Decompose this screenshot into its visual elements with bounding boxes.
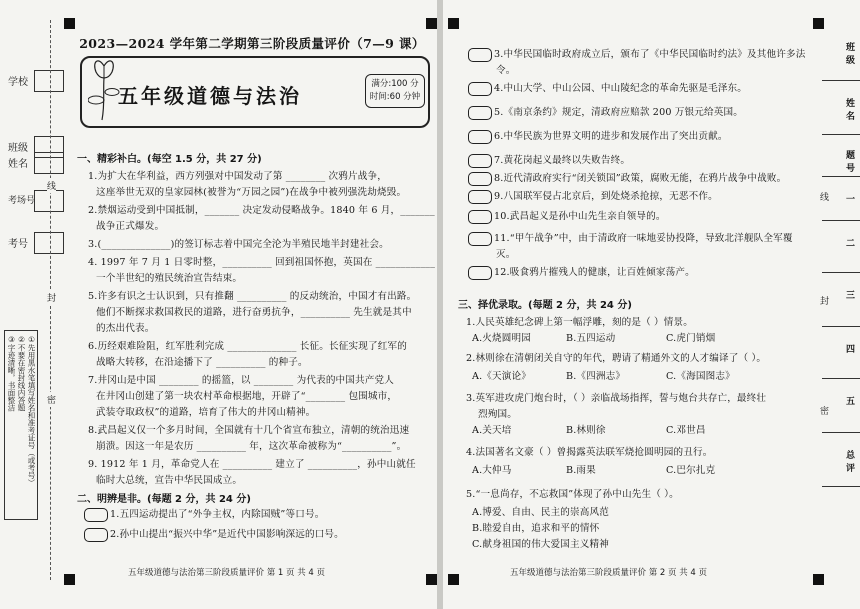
question-line: 8.武昌起义仅一个多月时间，全国就有十几个省宣布独立，清朝的统治迅速 xyxy=(88,425,410,436)
tf-question xyxy=(468,170,786,186)
tf-question xyxy=(468,152,630,168)
question-line: 1.为扩大在华利益，西方列强对中国发动了第 ________ 次鸦片战争， xyxy=(88,171,388,182)
score-label: 总评 xyxy=(846,451,856,474)
tf-text: 5.《南京条约》规定，清政府应赔款 200 万银元给英国。 xyxy=(494,107,743,118)
score-full: 满分:100 分 xyxy=(371,79,419,89)
page-fold xyxy=(437,0,443,609)
tf-question xyxy=(468,188,718,204)
table-rule xyxy=(822,378,860,379)
mc-option[interactable]: A.博爱、自由、民主的崇高风范 xyxy=(472,507,609,518)
question-line: 他们不断探求救国救民的道路，进行奋勇抗争，__________ 先生就是其中 xyxy=(96,307,412,318)
tf-text: 12.吸食鸦片摧残人的健康，让百姓倾家荡产。 xyxy=(494,267,695,278)
registration-mark xyxy=(64,18,75,29)
mc-option[interactable]: A.《天演论》 xyxy=(472,371,531,382)
answer-box[interactable] xyxy=(468,82,492,96)
field-box[interactable] xyxy=(34,190,64,212)
registration-mark xyxy=(448,574,459,585)
question-line: 武装夺取政权”的道路，培育了伟大的井冈山精神。 xyxy=(96,407,316,418)
score-time: 时间:60 分钟 xyxy=(369,92,421,102)
mc-question: 5.“一息尚存，不忘救国”体现了孙中山先生（ ）。 xyxy=(466,489,679,500)
mc-option[interactable]: C.邓世昌 xyxy=(666,425,706,436)
field-box[interactable] xyxy=(34,152,64,174)
seal-char: 封 xyxy=(47,290,56,305)
question-line: 2.禁烟运动受到中国抵制，_______ 决定发动侵略战争。1840 年 6 月，_______ xyxy=(88,205,435,216)
tf-text: 11.“甲午战争”中，由于清政府一味地妥协投降，导致北洋舰队全军覆 xyxy=(494,233,793,244)
tf-text: 6.中华民族为世界文明的进步和发展作出了突出贡献。 xyxy=(494,131,728,142)
exam-notice xyxy=(4,330,38,520)
answer-box[interactable] xyxy=(468,266,492,280)
question-line: 在井冈山创建了第一块农村革命根据地，开辟了“________ 包围城市， xyxy=(96,391,398,402)
question-line: 临时大总统，宣告中华民国成立。 xyxy=(96,475,243,486)
score-label: 姓名 xyxy=(846,99,856,122)
mc-option[interactable]: C.虎门销烟 xyxy=(666,333,716,344)
field-number[interactable] xyxy=(4,232,64,254)
section-title: 三、择优录取。(每题 2 分，共 24 分) xyxy=(458,300,632,311)
tf-text: 4.中山大学、中山公园、中山陵纪念的革命先驱是毛泽东。 xyxy=(494,83,748,94)
notice-item: ①先用黑水笔填写姓名和准考证号（或考号） xyxy=(27,335,36,487)
field-label: 考号 xyxy=(8,239,28,250)
answer-box[interactable] xyxy=(468,190,492,204)
answer-box[interactable] xyxy=(468,210,492,224)
mc-option[interactable]: C.巴尔扎克 xyxy=(666,465,716,476)
score-label: 二 xyxy=(846,239,856,249)
answer-box[interactable] xyxy=(468,154,492,168)
tf-text: 10.武昌起义是孙中山先生亲自领导的。 xyxy=(494,211,666,222)
field-box[interactable] xyxy=(34,70,64,92)
mc-option[interactable]: A.关天培 xyxy=(472,425,512,436)
exam-title: 2023—2024 学年第二学期第三阶段质量评价（7—9 课） xyxy=(79,36,425,51)
mc-option[interactable]: A.大仲马 xyxy=(472,465,512,476)
tf-question xyxy=(84,506,324,522)
score-label: 五 xyxy=(846,397,856,407)
mc-option[interactable]: A.火烧圆明园 xyxy=(472,333,531,344)
tf-question xyxy=(468,80,747,96)
mc-question: 1.人民英雄纪念碑上第一幅浮雕，刻的是（ ）情景。 xyxy=(466,317,694,328)
question-line: 4. 1997 年 7 月 1 日零时整，__________ 回到祖国怀抱，英国在 ____________ xyxy=(88,257,436,268)
lotus-icon xyxy=(88,52,120,122)
answer-box[interactable] xyxy=(468,130,492,144)
field-label: 姓名 xyxy=(8,159,28,170)
table-rule xyxy=(822,326,860,327)
registration-mark xyxy=(448,18,459,29)
table-rule xyxy=(822,272,860,273)
tf-text-cont: 灭。 xyxy=(496,249,516,260)
tf-question xyxy=(468,104,743,120)
question-line: 的杰出代表。 xyxy=(96,323,155,334)
answer-box[interactable] xyxy=(468,48,492,62)
tf-text: 8.近代清政府实行“闭关锁国”政策，腐败无能，在鸦片战争中战败。 xyxy=(494,173,787,184)
field-label: 班级 xyxy=(8,143,28,154)
notice-item: ②不要在密封线内答题 xyxy=(17,335,26,412)
mc-option[interactable]: C.《海国图志》 xyxy=(666,371,735,382)
table-rule xyxy=(822,486,860,487)
mc-question: 2.林则徐在清朝闭关自守的年代，聘请了精通外文的人才编译了（ ）。 xyxy=(466,353,767,364)
field-label: 考场号 xyxy=(8,196,36,206)
tf-question xyxy=(468,46,806,62)
answer-box[interactable] xyxy=(84,528,108,542)
tf-question xyxy=(468,208,666,224)
binding-strip xyxy=(0,40,72,580)
tf-question xyxy=(84,526,344,542)
question-line: 战争正式爆发。 xyxy=(96,221,165,232)
tf-text: 2.孙中山提出“振兴中华”是近代中国影响深远的口号。 xyxy=(110,529,344,540)
table-rule xyxy=(822,134,860,135)
page-footer: 五年级道德与法治第三阶段质量评价 第 2 页 共 4 页 xyxy=(510,568,708,578)
score-label: 题号 xyxy=(846,151,856,174)
question-line: 战略大转移，在沿途播下了 __________ 的种子。 xyxy=(96,357,308,368)
score-label: 四 xyxy=(846,345,856,355)
answer-box[interactable] xyxy=(468,172,492,186)
mc-question: 3.英军进攻虎门炮台时，（ ）亲临战场指挥，誓与炮台共存亡，最终壮 xyxy=(466,393,767,404)
seal-char: 线 xyxy=(47,178,56,193)
field-room[interactable] xyxy=(4,190,64,212)
answer-box[interactable] xyxy=(468,232,492,246)
mc-question-cont: 烈殉国。 xyxy=(478,409,517,420)
question-line: 6.历经艰难险阻，红军胜利完成 ______________ 长征。长征实现了红军的 xyxy=(88,341,407,352)
question-line: 一个半世纪的殖民统治宣告结束。 xyxy=(96,273,243,284)
question-line: 9. 1912 年 1 月，革命党人在 __________ 建立了 __________，孙中山就任 xyxy=(88,459,416,470)
field-name[interactable] xyxy=(4,152,64,174)
tf-text-cont: 令。 xyxy=(496,65,516,76)
section-title: 一、精彩补白。(每空 1.5 分，共 27 分) xyxy=(77,154,262,165)
score-label: 一 xyxy=(846,195,856,205)
mc-option[interactable]: B.雨果 xyxy=(566,465,596,476)
tf-question xyxy=(468,264,695,280)
question-line: 7.井冈山是中国 ________ 的摇篮，以 ________ 为代表的中国共产党人 xyxy=(88,375,395,386)
table-rule xyxy=(822,220,860,221)
score-box xyxy=(365,74,425,108)
tf-question xyxy=(468,230,793,246)
subject-title: 五年级道德与法治 xyxy=(118,84,302,108)
score-label: 三 xyxy=(846,291,856,301)
mc-question: 4.法国著名文豪（ ）曾揭露英法联军烧抢圆明园的丑行。 xyxy=(466,447,713,458)
mc-option[interactable]: C.献身祖国的伟大爱国主义精神 xyxy=(472,539,610,550)
table-rule xyxy=(822,80,860,81)
registration-mark xyxy=(426,574,437,585)
mc-option[interactable]: B.睦爱自由，追求和平的情怀 xyxy=(472,523,600,534)
tf-question xyxy=(468,128,728,144)
seal-char: 线 xyxy=(820,193,830,203)
registration-mark xyxy=(426,18,437,29)
tf-text: 1.五四运动提出了“外争主权，内除国贼”等口号。 xyxy=(110,509,325,520)
answer-box[interactable] xyxy=(468,106,492,120)
answer-box[interactable] xyxy=(84,508,108,522)
field-box[interactable] xyxy=(34,232,64,254)
mc-option[interactable]: B.《四洲志》 xyxy=(566,371,626,382)
score-label: 班级 xyxy=(846,43,856,66)
mc-option[interactable]: B.林则徐 xyxy=(566,425,606,436)
notice-item: ③字迹清晰，书面整洁 xyxy=(7,335,16,412)
question-line: 这座举世无双的皇家园林(被誉为“万园之园”)在战争中被列强洗劫烧毁。 xyxy=(96,187,407,198)
tf-text: 9.八国联军侵占北京后，到处烧杀抢掠，无恶不作。 xyxy=(494,191,718,202)
table-rule xyxy=(822,176,860,177)
section-title: 二、明辨是非。(每题 2 分，共 24 分) xyxy=(77,494,251,505)
field-school[interactable] xyxy=(4,70,64,92)
seal-char: 封 xyxy=(820,297,830,307)
question-line: 5.许多有识之士认识到，只有推翻 __________ 的反动统治，中国才有出路。 xyxy=(88,291,417,302)
field-label: 学校 xyxy=(8,77,28,88)
tf-text: 3.中华民国临时政府成立后，颁布了《中华民国临时约法》及其他许多法 xyxy=(494,49,806,60)
tf-text: 7.黄花岗起义最终以失败告终。 xyxy=(494,155,631,166)
table-rule xyxy=(822,432,860,433)
question-line: 3.(______________)的签订标志着中国完全沦为半殖民地半封建社会。 xyxy=(88,239,389,250)
seal-char: 密 xyxy=(820,407,830,417)
mc-option[interactable]: B.五四运动 xyxy=(566,333,616,344)
question-line: 崩溃。因这一年是农历 __________ 年，这次革命被称为“__________”。 xyxy=(96,441,407,452)
page-footer: 五年级道德与法治第三阶段质量评价 第 1 页 共 4 页 xyxy=(128,568,326,578)
seal-char: 密 xyxy=(47,392,56,407)
